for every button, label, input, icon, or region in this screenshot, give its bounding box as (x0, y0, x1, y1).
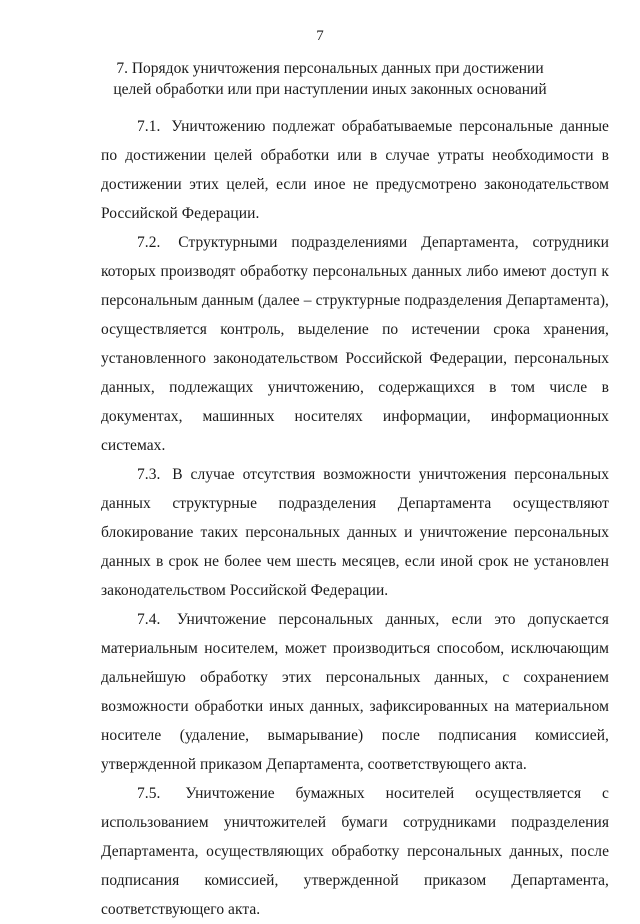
paragraph-number: 7.3. (137, 466, 161, 483)
section-title-line-1: 7. Порядок уничтожения персональных данных при достижении (116, 60, 544, 77)
paragraph-number: 7.4. (137, 611, 161, 628)
section-title-line-2: целей обработки или при наступлении иных законных оснований (113, 81, 547, 98)
paragraph-text: Уничтожение персональных данных, если это допускается материальным носителем, может производиться способом, исключающим дальнейшую обработку этих персональных данных, с сохранением возможности обработки иных данных, зафиксированных на материальном носителе (удаление, вымарывание) после подписания комиссией, утвержденной приказом Департамента, соответствующего акта. (101, 611, 609, 773)
paragraph-text: В случае отсутствия возможности уничтожения персональных данных структурные подразделения Департамента осуществляют блокирование таких персональных данных и уничтожение персональных данных в срок не более чем шесть месяцев, если иной срок не установлен законодательством Российской Федерации. (101, 466, 609, 599)
body-text (101, 112, 609, 924)
paragraph-text: Уничтожение бумажных носителей осуществляется с использованием уничтожителей бумаги сотрудниками подразделения Департамента, осуществляющих обработку персональных данных, после подписания комиссией, утвержденной приказом Департамента, соответствующего акта. (101, 785, 609, 918)
paragraph-7-4 (101, 605, 609, 779)
paragraph-text: Уничтожению подлежат обрабатываемые персональные данные по достижении целей обработки или в случае утраты необходимости в достижении этих целей, если иное не предусмотрено законодательством Российской Федерации. (101, 118, 609, 222)
section-title (100, 58, 560, 100)
paragraph-number: 7.1. (137, 118, 161, 135)
paragraph-number: 7.2. (137, 234, 161, 251)
paragraph-7-1 (101, 112, 609, 228)
paragraph-number: 7.5. (137, 785, 161, 802)
page-number: 7 (316, 28, 324, 44)
paragraph-7-2 (101, 228, 609, 460)
paragraph-text: Структурными подразделениями Департамента, сотрудники которых производят обработку персональных данных либо имеют доступ к персональным данным (далее – структурные подразделения Департамента), осуществляется контроль, выделение по истечении срока хранения, установленного законодательством Российской Федерации, персональных данных, подлежащих уничтожению, содержащихся в том числе в документах, машинных носителях информации, информационных системах. (101, 234, 609, 454)
paragraph-7-5 (101, 779, 609, 924)
paragraph-7-3 (101, 460, 609, 605)
